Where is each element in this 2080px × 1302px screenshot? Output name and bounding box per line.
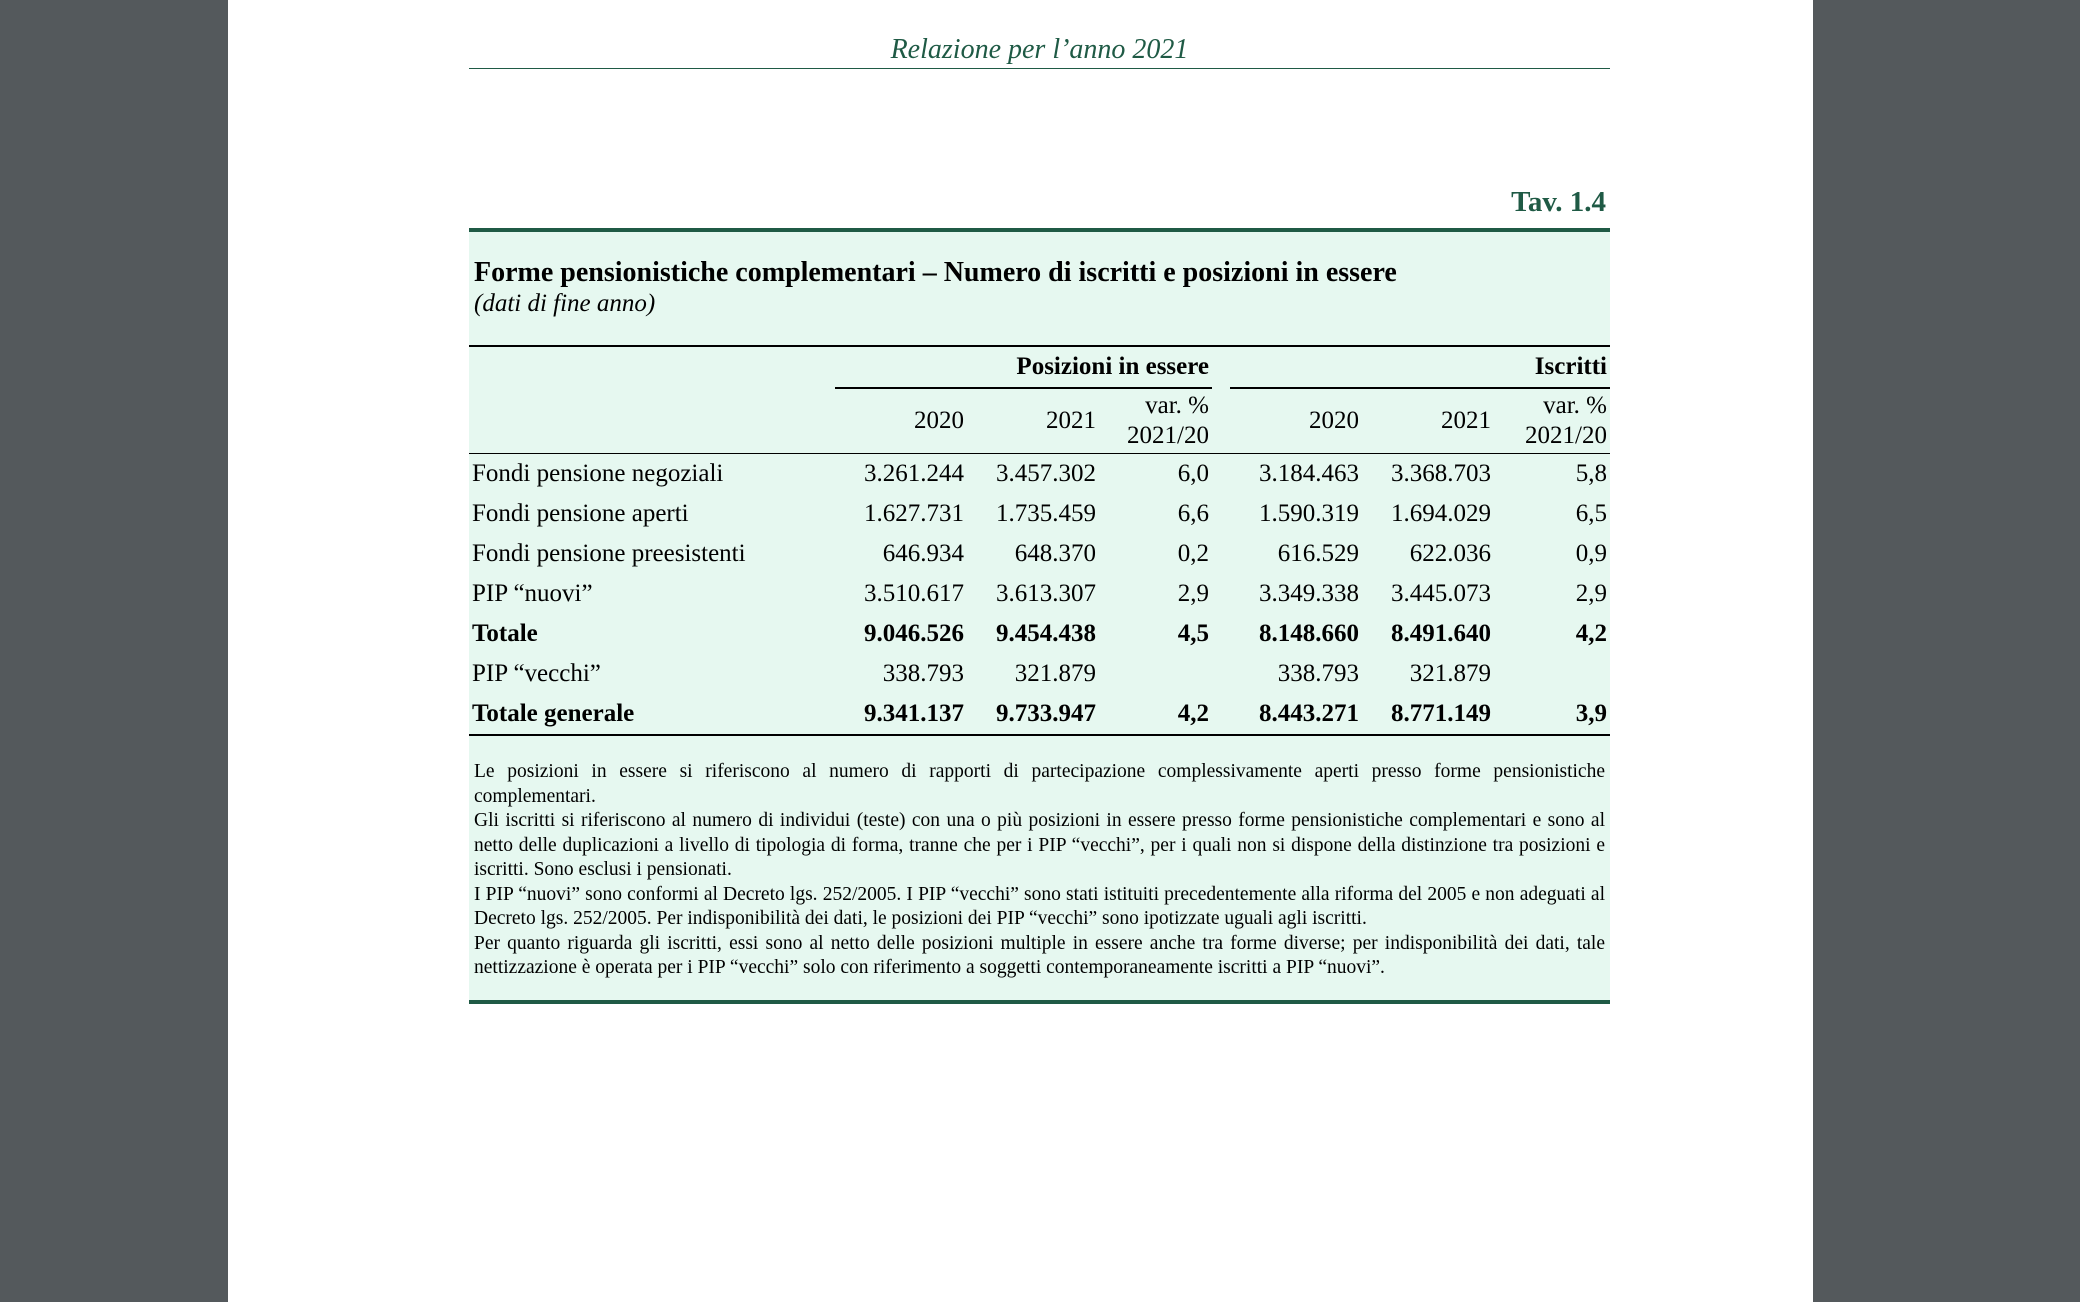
table-row: [469, 454, 1610, 495]
cell-pos-2020: 338.793: [882, 660, 964, 687]
table-box: [469, 228, 1610, 1004]
cell-isc-2020: 8.148.660: [1259, 620, 1359, 647]
cell-pos-var: 2,9: [1177, 580, 1209, 607]
cell-pos-var: [1099, 654, 1212, 694]
cell-pos-2021: 1.735.459: [996, 500, 1096, 527]
cell-pos-2021: 3.613.307: [996, 580, 1096, 607]
table-row: [469, 534, 1610, 574]
row-label: Fondi pensione negoziali: [472, 460, 724, 487]
table-notes: [474, 760, 1605, 981]
note-paragraph: Le posizioni in essere si riferiscono al numero di rapporti di partecipazione complessivamente aperti presso forme pensionistiche complementari.: [474, 761, 1605, 807]
header-rule: [469, 68, 1610, 69]
cell-pos-2020: 1.627.731: [864, 500, 964, 527]
note-paragraph: I PIP “nuovi” sono conformi al Decreto lgs. 252/2005. I PIP “vecchi” sono stati istituiti precedentemente alla riforma del 2005 e non adeguati al Decreto lgs. 252/2005. Per indisponibilità dei dati, le posizioni dei PIP “vecchi” sono ipotizzate uguali agli iscritti.: [474, 883, 1605, 929]
running-header: Relazione per l’anno 2021: [890, 34, 1189, 65]
document-page: [228, 0, 1813, 1302]
column-gap: [1212, 494, 1230, 534]
cell-isc-var: 0,9: [1575, 540, 1607, 567]
cell-isc-2021: 321.879: [1409, 660, 1491, 687]
group-header-row: [469, 346, 1610, 388]
col-header-pos-2020: 2020: [914, 407, 964, 434]
cell-isc-var: 5,8: [1575, 460, 1607, 487]
column-gap: [1212, 654, 1230, 694]
column-gap: [1212, 454, 1230, 495]
cell-pos-2020: 9.046.526: [864, 620, 964, 647]
row-label: Fondi pensione preesistenti: [472, 540, 746, 567]
row-label: Totale: [472, 620, 538, 647]
cell-isc-var: 4,2: [1575, 620, 1607, 647]
col-header-isc-2020: 2020: [1309, 407, 1359, 434]
group-header-positions: Posizioni in essere: [835, 346, 1212, 388]
cell-isc-2020: 338.793: [1277, 660, 1359, 687]
note-paragraph: Gli iscritti si riferiscono al numero di individui (teste) con una o più posizioni in essere presso forme pensionistiche complementari e sono al netto delle duplicazioni a livello di tipologia di forma, tranne che per i PIP “vecchi”, per i quali non si dispone della distinzione tra posizioni e iscritti. Sono esclusi i pensionati.: [474, 810, 1605, 880]
table-body: [469, 454, 1610, 736]
table-row: [469, 654, 1610, 694]
row-label: Totale generale: [469, 694, 835, 735]
column-gap: [1212, 574, 1230, 614]
cell-isc-2021: 622.036: [1409, 540, 1491, 567]
cell-isc-2021: 8.491.640: [1391, 620, 1491, 647]
cell-pos-2021: 648.370: [1014, 540, 1096, 567]
cell-isc-2020: 3.184.463: [1259, 460, 1359, 487]
cell-pos-2020: 3.261.244: [864, 460, 964, 487]
table-subtitle: (dati di fine anno): [474, 290, 656, 317]
cell-pos-var: 6,6: [1177, 500, 1209, 527]
cell-pos-2021: 9.733.947: [967, 694, 1099, 735]
cell-pos-var: 0,2: [1177, 540, 1209, 567]
table-row: [469, 694, 1610, 735]
cell-isc-var: 2,9: [1575, 580, 1607, 607]
table-number: Tav. 1.4: [1511, 186, 1606, 218]
col-header-isc-var: var. % 2021/20: [1525, 392, 1607, 449]
cell-isc-2020: 1.590.319: [1259, 500, 1359, 527]
cell-isc-2020: 616.529: [1277, 540, 1359, 567]
cell-isc-2021: 1.694.029: [1391, 500, 1491, 527]
col-header-isc-2021: 2021: [1441, 407, 1491, 434]
cell-isc-2021: 8.771.149: [1362, 694, 1494, 735]
cell-isc-2021: 3.445.073: [1391, 580, 1491, 607]
cell-pos-var: 6,0: [1177, 460, 1209, 487]
table-row: [469, 614, 1610, 654]
cell-pos-2020: 646.934: [882, 540, 964, 567]
cell-isc-var: 6,5: [1575, 500, 1607, 527]
column-header-row: [469, 388, 1610, 454]
row-label: PIP “vecchi”: [472, 660, 601, 687]
col-header-pos-var: var. % 2021/20: [1127, 392, 1209, 449]
column-gap: [1212, 614, 1230, 654]
cell-isc-2020: 3.349.338: [1259, 580, 1359, 607]
cell-isc-2021: 3.368.703: [1391, 460, 1491, 487]
group-header-members: Iscritti: [1230, 346, 1610, 388]
cell-isc-2020: 8.443.271: [1230, 694, 1362, 735]
row-label: PIP “nuovi”: [472, 580, 593, 607]
cell-pos-2021: 3.457.302: [996, 460, 1096, 487]
cell-pos-2020: 3.510.617: [864, 580, 964, 607]
row-label: Fondi pensione aperti: [472, 500, 689, 527]
cell-pos-var: 4,2: [1099, 694, 1212, 735]
cell-pos-var: 4,5: [1177, 620, 1209, 647]
cell-isc-var: [1494, 654, 1610, 694]
column-gap: [1212, 694, 1230, 735]
table-row: [469, 574, 1610, 614]
cell-isc-var: 3,9: [1494, 694, 1610, 735]
cell-pos-2021: 321.879: [1014, 660, 1096, 687]
data-table: [469, 345, 1610, 736]
table-row: [469, 494, 1610, 534]
cell-pos-2021: 9.454.438: [996, 620, 1096, 647]
table-title: Forme pensionistiche complementari – Numero di iscritti e posizioni in essere: [474, 257, 1397, 288]
note-paragraph: Per quanto riguarda gli iscritti, essi sono al netto delle posizioni multiple in essere anche tra forme diverse; per indisponibilità dei dati, tale nettizzazione è operata per i PIP “vecchi” solo con riferimento a soggetti contemporaneamente iscritti a PIP “nuovi”.: [474, 932, 1605, 978]
cell-pos-2020: 9.341.137: [835, 694, 967, 735]
col-header-pos-2021: 2021: [1046, 407, 1096, 434]
column-gap: [1212, 534, 1230, 574]
